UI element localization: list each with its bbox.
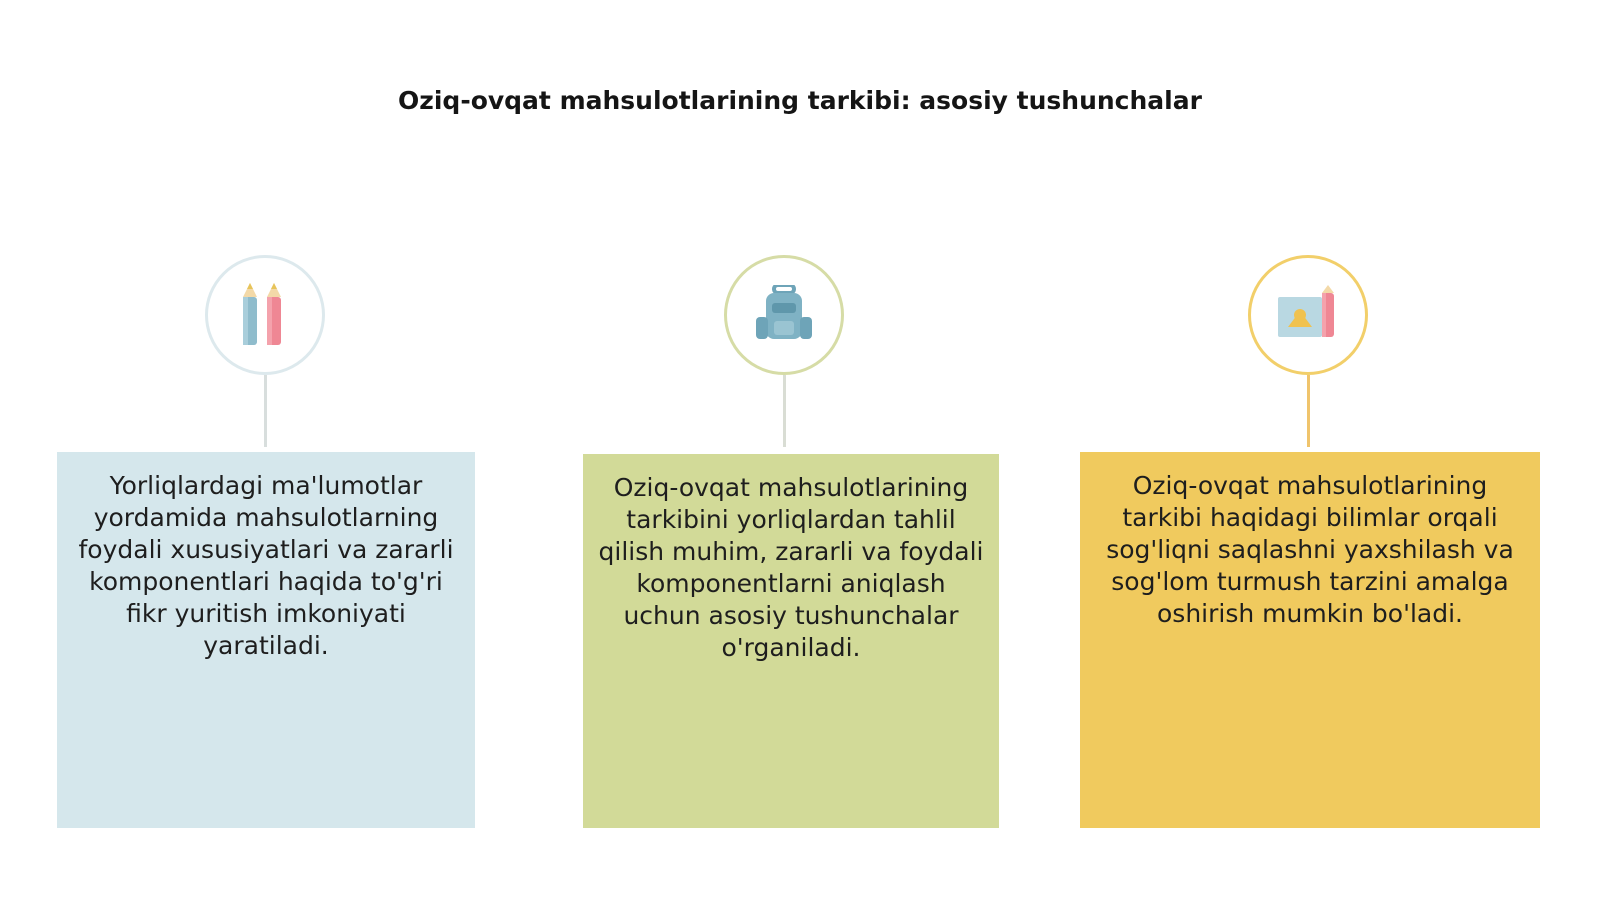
card-2 [583,454,999,828]
card-2-text: Oziq-ovqat mahsulotlarining tarkibini yorliqlardan tahlil qilish muhim, zararli va foydali komponentlarni aniqlash uchun asosiy tushunchalar o'rganiladi. [598,473,984,662]
icon-circle-2 [724,255,844,375]
icon-circle-3 [1248,255,1368,375]
connector-3 [1307,375,1310,447]
connector-2 [783,375,786,447]
card-1-text: Yorliqlardagi ma'lumotlar yordamida mahsulotlarning foydali xususiyatlari va zararli komponentlari haqida to'g'ri fikr yuritish imkoniyati yaratiladi. [78,471,454,660]
pencils-icon [237,283,293,347]
card-3 [1080,452,1540,828]
icon-circle-1 [205,255,325,375]
card-1 [57,452,475,828]
card-3-text: Oziq-ovqat mahsulotlarining tarkibi haqidagi bilimlar orqali sog'liqni saqlashni yaxshilash va sog'lom turmush tarzini amalga oshirish mumkin bo'ladi. [1106,471,1514,628]
connector-1 [264,375,267,447]
picture-pencil-icon [1276,285,1340,345]
backpack-icon [754,285,814,345]
diagram-title: Oziq-ovqat mahsulotlarining tarkibi: asosiy tushunchalar [398,86,1202,115]
